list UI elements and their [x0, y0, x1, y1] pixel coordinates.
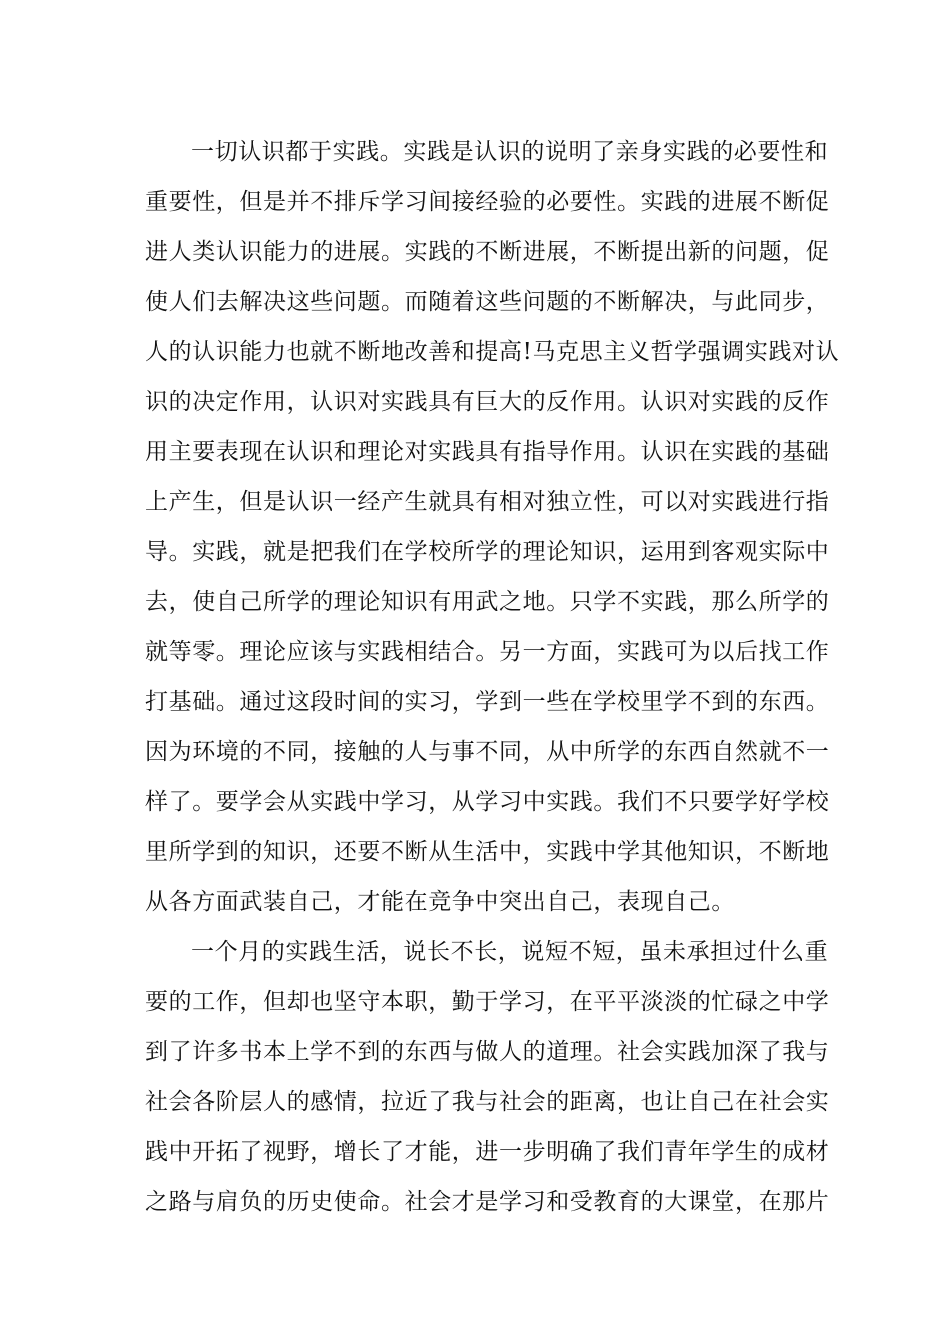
text-line: 要的工作，但却也坚守本职，勤于学习，在平平淡淡的忙碌之中学: [145, 989, 830, 1015]
text-line: 一切认识都于实践。实践是认识的说明了亲身实践的必要性和: [191, 139, 829, 165]
text-line: 用主要表现在认识和理论对实践具有指导作用。认识在实践的基础: [145, 439, 830, 465]
body-text: [145, 127, 840, 1227]
paragraph-2: [145, 927, 830, 1227]
text-line: 从各方面武装自己，才能在竞争中突出自己，表现自己。: [145, 889, 735, 915]
text-line: 一个月的实践生活，说长不长，说短不短，虽未承担过什么重: [191, 939, 829, 965]
text-line: 导。实践，就是把我们在学校所学的理论知识，运用到客观实际中: [145, 539, 830, 565]
text-line: 里所学到的知识，还要不断从生活中，实践中学其他知识，不断地: [145, 839, 830, 865]
text-line: 识的决定作用，认识对实践具有巨大的反作用。认识对实践的反作: [145, 389, 830, 415]
text-line: 进人类认识能力的进展。实践的不断进展，不断提出新的问题，促: [145, 239, 830, 265]
text-line: 使人们去解决这些问题。而随着这些问题的不断解决，与此同步，: [145, 289, 830, 315]
text-line: 社会各阶层人的感情，拉近了我与社会的距离，也让自己在社会实: [145, 1089, 830, 1115]
text-line: 到了许多书本上学不到的东西与做人的道理。社会实践加深了我与: [145, 1039, 830, 1065]
paragraph-1: [145, 127, 840, 927]
text-line: 人的认识能力也就不断地改善和提高!马克思主义哲学强调实践对认: [145, 339, 840, 365]
text-line: 因为环境的不同，接触的人与事不同，从中所学的东西自然就不一: [145, 739, 830, 765]
text-line: 就等零。理论应该与实践相结合。另一方面，实践可为以后找工作: [145, 639, 830, 665]
text-line: 样了。要学会从实践中学习，从学习中实践。我们不只要学好学校: [145, 789, 830, 815]
text-line: 去，使自己所学的理论知识有用武之地。只学不实践，那么所学的: [145, 589, 830, 615]
text-line: 上产生，但是认识一经产生就具有相对独立性，可以对实践进行指: [145, 489, 830, 515]
text-line: 践中开拓了视野，增长了才能，进一步明确了我们青年学生的成材: [145, 1139, 830, 1165]
text-line: 之路与肩负的历史使命。社会才是学习和受教育的大课堂，在那片: [145, 1189, 830, 1215]
text-line: 重要性，但是并不排斥学习间接经验的必要性。实践的进展不断促: [145, 189, 830, 215]
text-line: 打基础。通过这段时间的实习，学到一些在学校里学不到的东西。: [145, 689, 830, 715]
